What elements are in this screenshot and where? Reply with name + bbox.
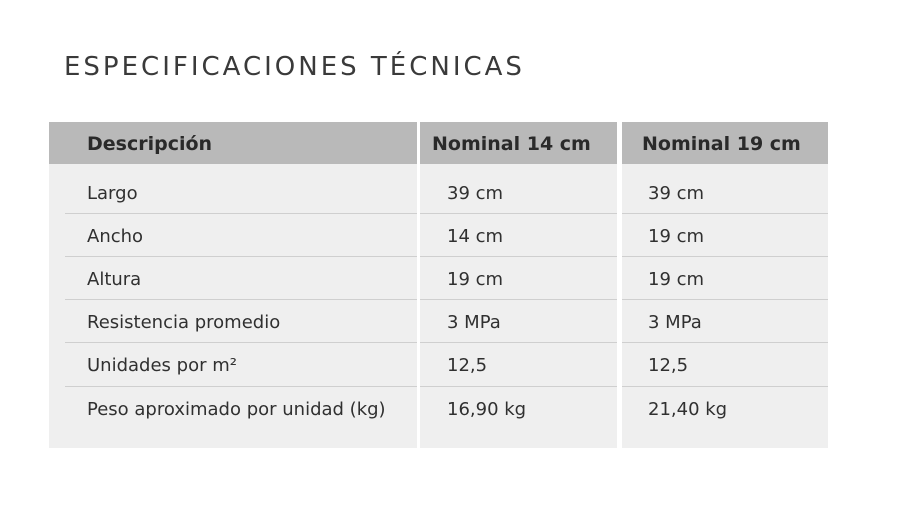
row-divider [622, 299, 828, 300]
row-divider [420, 386, 617, 387]
row-divider [65, 256, 417, 257]
cell-ancho-n19: 19 cm [648, 226, 705, 247]
nominal-19-column [622, 122, 828, 448]
column-header-description: Descripción [49, 122, 417, 164]
cell-largo-n14: 39 cm [447, 183, 504, 204]
row-divider [65, 386, 417, 387]
cell-resistencia-n14: 3 MPa [447, 312, 501, 333]
cell-resistencia-n19: 3 MPa [648, 312, 702, 333]
cell-altura-n14: 19 cm [447, 269, 504, 290]
row-divider [420, 299, 617, 300]
row-divider [622, 342, 828, 343]
cell-peso-n14: 16,90 kg [447, 399, 527, 420]
cell-ancho-n14: 14 cm [447, 226, 504, 247]
row-divider [65, 342, 417, 343]
cell-peso-n19: 21,40 kg [648, 399, 728, 420]
cell-unidades-label: Unidades por m² [87, 355, 237, 376]
row-divider [420, 256, 617, 257]
row-divider [65, 213, 417, 214]
description-column [49, 122, 417, 448]
cell-largo-n19: 39 cm [648, 183, 705, 204]
row-divider [420, 213, 617, 214]
page-title: ESPECIFICACIONES TÉCNICAS [64, 52, 525, 82]
cell-resistencia-label: Resistencia promedio [87, 312, 281, 333]
column-header-nominal-19: Nominal 19 cm [622, 122, 828, 164]
cell-altura-label: Altura [87, 269, 142, 290]
column-header-nominal-14: Nominal 14 cm [420, 122, 617, 164]
row-divider [420, 342, 617, 343]
specifications-table [49, 122, 828, 448]
row-divider [622, 213, 828, 214]
nominal-14-column [420, 122, 617, 448]
cell-largo-label: Largo [87, 183, 138, 204]
cell-ancho-label: Ancho [87, 226, 144, 247]
row-divider [622, 386, 828, 387]
cell-peso-label: Peso aproximado por unidad (kg) [87, 399, 386, 420]
cell-unidades-n14: 12,5 [447, 355, 488, 376]
row-divider [65, 299, 417, 300]
row-divider [622, 256, 828, 257]
cell-unidades-n19: 12,5 [648, 355, 689, 376]
cell-altura-n19: 19 cm [648, 269, 705, 290]
